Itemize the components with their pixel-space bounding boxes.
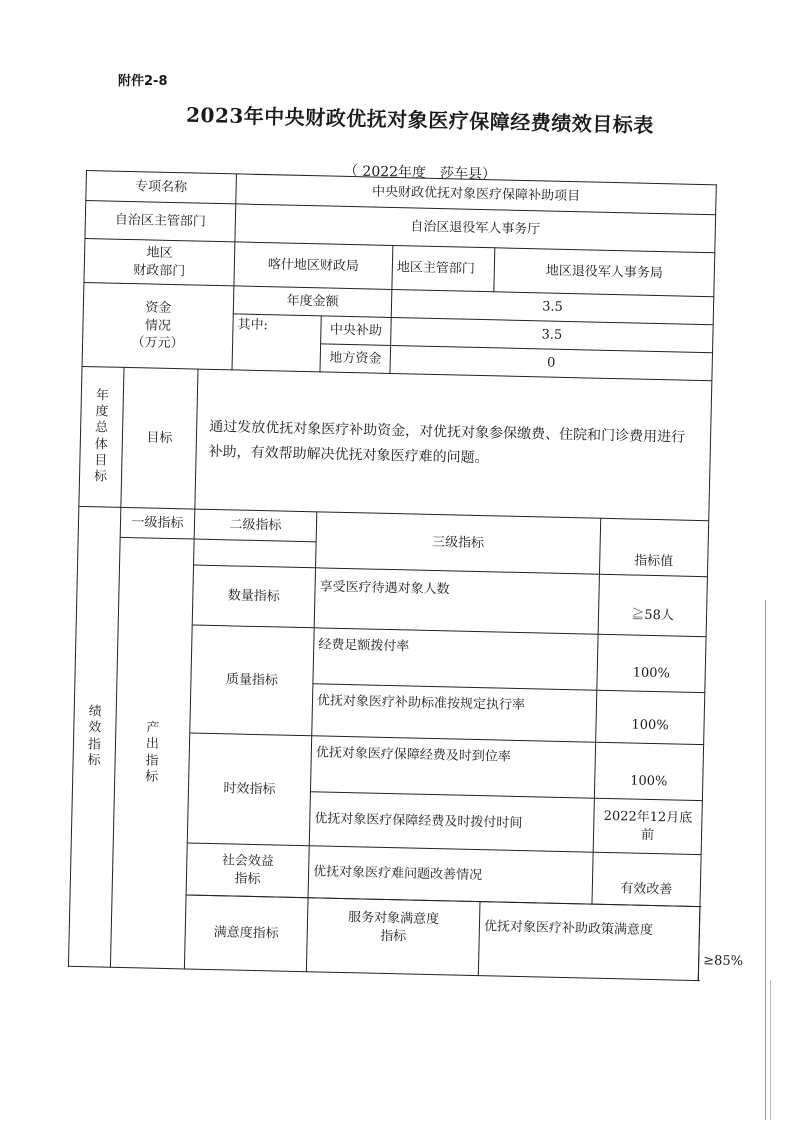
annual-amount-label: 年度金额 (233, 286, 392, 318)
funds-label (82, 282, 234, 369)
funds-label-line2: 情况 (144, 318, 172, 334)
level3-name: 享受医疗待遇对象人数 (314, 568, 599, 634)
social-label-line1: 社会效益 (221, 853, 275, 870)
performance-goal-sheet (68, 170, 744, 994)
attachment-label: 附件2-8 (118, 74, 168, 89)
funds-label-line3: （万元） (131, 335, 184, 352)
scan-line (770, 980, 771, 1120)
quantity-label: 数量指标 (192, 565, 315, 628)
project-name-value: 中央财政优抚对象医疗保障补助项目 (236, 174, 717, 215)
output-char: 标 (145, 769, 159, 785)
level3-name: 优抚对象医疗补助标准按规定执行率 (312, 684, 597, 742)
page-title: 2023年中央财政优抚对象医疗保障经费绩效目标表 (185, 102, 655, 138)
region-fin-label-line1: 地区 (146, 245, 173, 261)
header-level1: 一级指标 (120, 507, 195, 539)
region-fin-value: 喀什地区财政局 (234, 242, 393, 290)
level3-value: ≧58人 (598, 574, 707, 636)
level3-name: 经费足额拨付率 (313, 628, 598, 690)
header-value-top (600, 518, 709, 550)
region-dept-label: 地区主管部门 (392, 245, 495, 291)
goal-text: 通过发放优抚对象医疗补助资金，对优抚对象参保缴费、住院和门诊费用进行补助，有效帮助解决优抚对象医疗难的问题。 (195, 369, 712, 521)
performance-table (68, 170, 744, 981)
header-value: 指标值 (599, 548, 708, 576)
region-dept-value: 地区退役军人事务局 (494, 248, 715, 297)
dept-label: 自治区主管部门 (85, 201, 236, 242)
satisfaction-label: 满意度指标 (184, 895, 308, 972)
annual-amount-value: 3.5 (391, 289, 714, 324)
overall-char: 标 (93, 469, 108, 485)
overall-char: 总 (94, 420, 109, 436)
row-overall-goal (79, 366, 712, 520)
output-char: 产 (146, 720, 160, 736)
overall-char: 度 (95, 404, 109, 420)
overall-char: 年 (95, 388, 110, 404)
section-char: 指 (87, 736, 102, 752)
of-which-label: 其中: (232, 314, 321, 372)
dept-value: 自治区退役军人事务厅 (235, 204, 716, 253)
service-label-line2: 指标 (380, 928, 407, 945)
level3-value: 有效改善 (592, 852, 701, 906)
service-label (306, 898, 480, 976)
level3-name: 优抚对象医疗保障经费及时拨付时间 (309, 792, 594, 852)
timeliness-label: 时效指标 (187, 733, 311, 846)
header-level2: 二级指标 (194, 509, 317, 542)
goal-label: 目标 (121, 367, 198, 509)
funds-label-line1: 资金 (145, 300, 172, 317)
social-label (186, 843, 309, 898)
level3-value: 100% (596, 690, 705, 744)
scan-line (765, 600, 766, 1120)
region-fin-label-line2: 财政部门 (133, 262, 186, 279)
central-subsidy-value: 3.5 (391, 317, 714, 352)
region-fin-label (84, 238, 235, 285)
project-name-label: 专项名称 (86, 171, 237, 204)
social-label-line2: 指标 (234, 871, 261, 887)
header-level3: 三级指标 (316, 512, 601, 574)
level3-name: 优抚对象医疗难问题改善情况 (308, 846, 593, 904)
local-funds-label: 地方资金 (320, 344, 391, 374)
section-char: 标 (87, 752, 101, 769)
output-indicator-label (110, 537, 194, 969)
section-char: 效 (88, 720, 102, 736)
level2-spacer (194, 539, 317, 568)
page-subtitle: （ 2022年度 莎车县） (343, 163, 497, 183)
level3-value: 2022年12月底前 (593, 798, 702, 854)
local-funds-value: 0 (390, 345, 713, 380)
level3-name: 优抚对象医疗保障经费及时到位率 (310, 736, 595, 798)
service-label-line1: 服务对象满意度 (347, 910, 440, 928)
overall-char: 体 (94, 436, 108, 453)
level3-value: 100% (597, 634, 706, 692)
output-char: 指 (145, 753, 159, 769)
level3-name: 优抚对象医疗补助政策满意度 (478, 902, 700, 981)
quality-label: 质量指标 (190, 625, 314, 736)
level3-value: 100% (594, 742, 703, 800)
output-char: 出 (145, 736, 160, 753)
overall-char: 目 (94, 453, 108, 469)
central-subsidy-label: 中央补助 (321, 316, 392, 346)
section-char: 绩 (88, 704, 102, 720)
level3-value: ≥85% (698, 907, 700, 981)
overall-goal-label (79, 366, 124, 507)
